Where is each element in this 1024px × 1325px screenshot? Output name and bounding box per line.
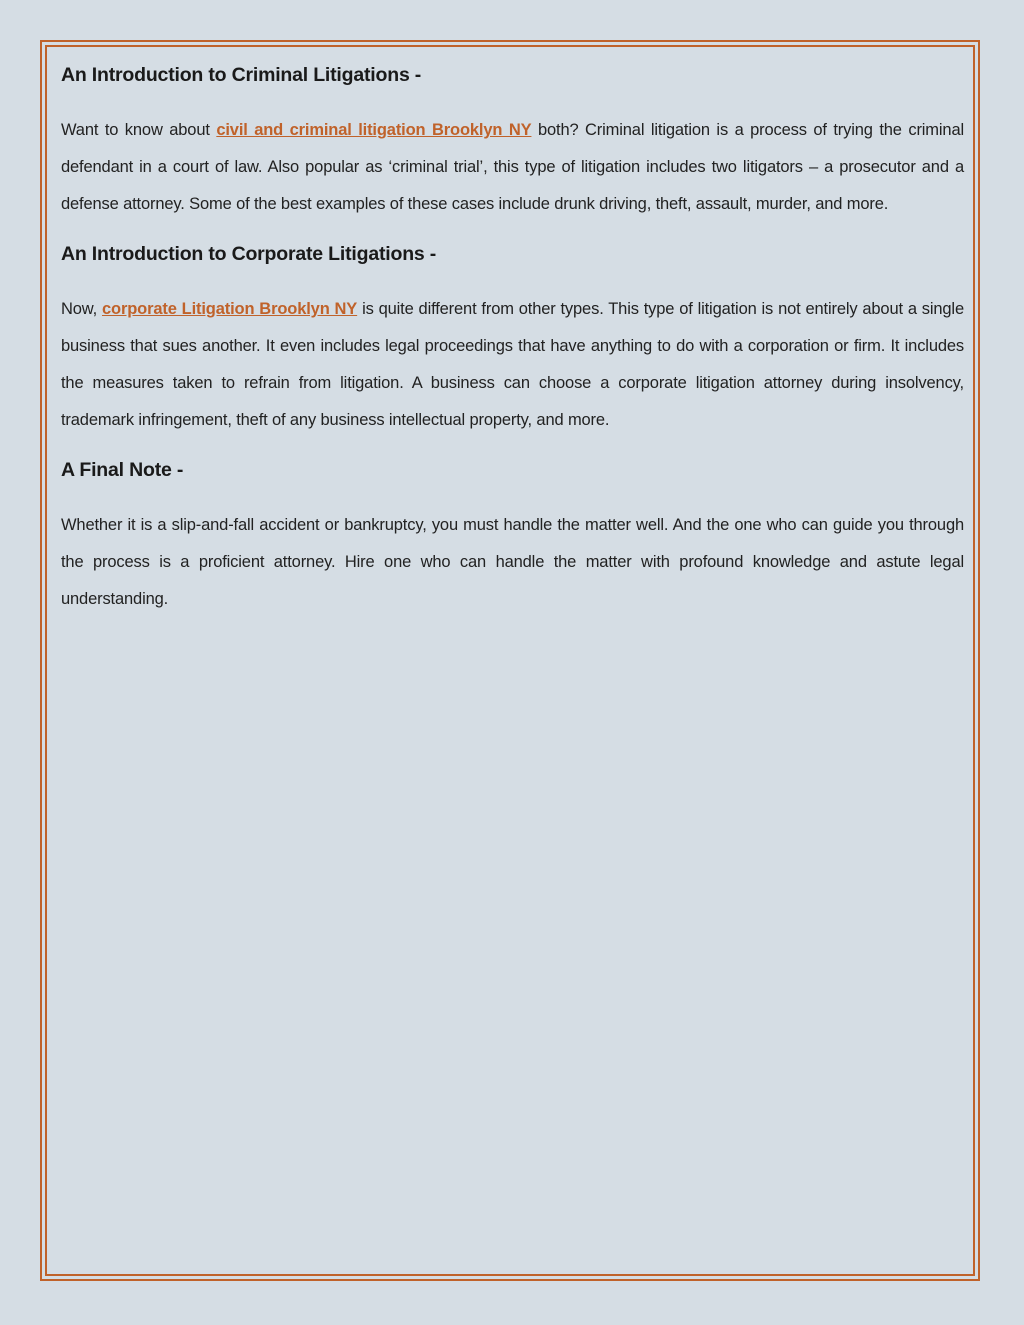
section-heading-final-note: A Final Note - — [61, 459, 184, 481]
paragraph-criminal-intro: Want to know about — [61, 121, 217, 139]
civil-criminal-litigation-link[interactable]: civil and criminal litigation Brooklyn NY — [216, 121, 532, 139]
corporate-litigation-link[interactable]: corporate Litigation Brooklyn NY — [102, 300, 358, 318]
document-body — [61, 58, 964, 618]
section-heading-criminal: An Introduction to Criminal Litigations - — [61, 64, 422, 86]
paragraph-criminal — [61, 112, 964, 223]
paragraph-corporate-intro: Now, — [61, 300, 102, 318]
paragraph-corporate — [61, 291, 964, 439]
paragraph-corporate-body: is quite different from other types. This type of litigation is not entirely about a single business that sues another. It even includes legal proceedings that have anything to do with a corporation or firm. It includes the measures taken to refrain from litigation. A business can choose a corporate litigation attorney during insolvency, trademark infringement, theft of any business intellectual property, and more. — [61, 300, 964, 429]
paragraph-final-note: Whether it is a slip-and-fall accident or bankruptcy, you must handle the matter well. And the one who can guide you through the process is a proficient attorney. Hire one who can handle the matter with profound knowledge and astute legal understanding. — [61, 516, 964, 608]
paragraph-criminal-body: both? Criminal litigation is a process of trying the criminal defendant in a court of law. Also popular as ‘criminal trial’, this type of litigation includes two litigators – a prosecutor and a defense attorney. Some of the best examples of these cases include drunk driving, theft, assault, murder, and more. — [61, 121, 964, 213]
section-heading-corporate: An Introduction to Corporate Litigations - — [61, 243, 437, 265]
